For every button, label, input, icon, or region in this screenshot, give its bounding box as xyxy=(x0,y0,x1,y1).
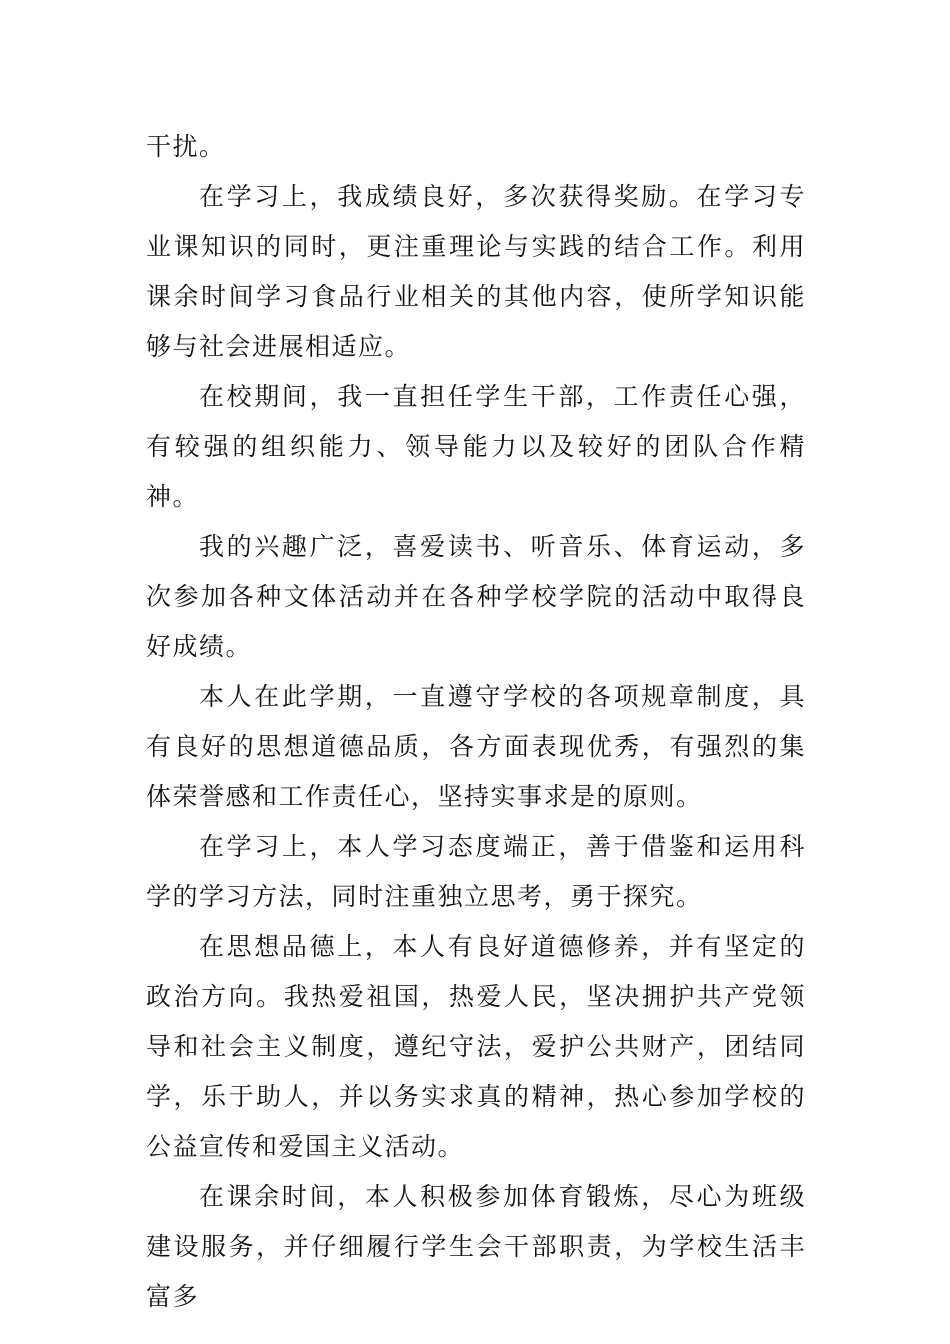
document-body xyxy=(146,122,806,1322)
paragraph-5: 本人在此学期，一直遵守学校的各项规章制度，具有良好的思想道德品质，各方面表现优秀，有强烈的集体荣誉感和工作责任心，坚持实事求是的原则。 xyxy=(146,682,806,811)
paragraph-3: 在校期间，我一直担任学生干部，工作责任心强，有较强的组织能力、领导能力以及较好的团队合作精神。 xyxy=(146,382,806,511)
paragraph-2: 在学习上，我成绩良好，多次获得奖励。在学习专业课知识的同时，更注重理论与实践的结合工作。利用课余时间学习食品行业相关的其他内容，使所学知识能够与社会进展相适应。 xyxy=(146,182,806,361)
paragraph-7: 在思想品德上，本人有良好道德修养，并有坚定的政治方向。我热爱祖国，热爱人民，坚决拥护共产党领导和社会主义制度，遵纪守法，爱护公共财产，团结同学，乐于助人，并以务实求真的精神，热心参加学校的公益宣传和爱国主义活动。 xyxy=(146,932,806,1161)
paragraph-4: 我的兴趣广泛，喜爱读书、听音乐、体育运动，多次参加各种文体活动并在各种学校学院的活动中取得良好成绩。 xyxy=(146,532,806,661)
paragraph-6: 在学习上，本人学习态度端正，善于借鉴和运用科学的学习方法，同时注重独立思考，勇于探究。 xyxy=(146,832,806,911)
paragraph-1: 干扰。 xyxy=(146,132,226,161)
paragraph-8: 在课余时间，本人积极参加体育锻炼，尽心为班级建设服务，并仔细履行学生会干部职责，为学校生活丰富多 xyxy=(146,1182,806,1311)
